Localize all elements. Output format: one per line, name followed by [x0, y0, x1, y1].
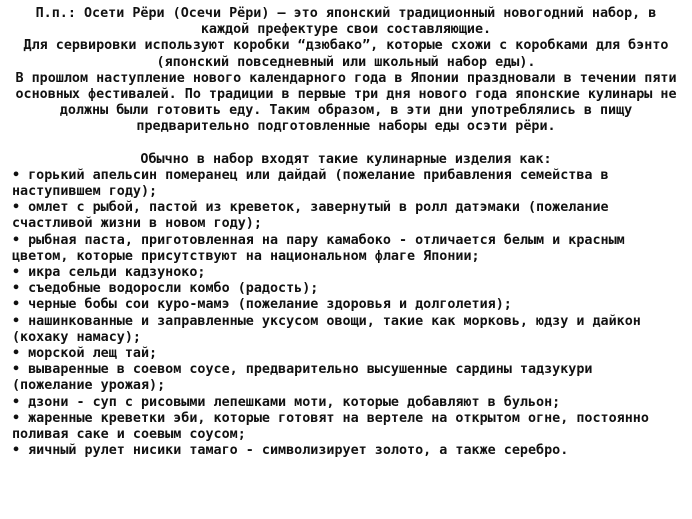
list-item-text: съедобные водоросли комбо (радость); [28, 281, 319, 297]
list-item [12, 297, 680, 313]
list-item [12, 395, 680, 411]
list-item [12, 265, 680, 281]
list-item-text: дзони - суп с рисовыми лепешками моти, которые добавляют в бульон; [28, 394, 561, 410]
bullet-icon: • [12, 297, 21, 313]
list-item [12, 314, 680, 346]
dish-list [12, 168, 680, 460]
list-item-text: нашинкованные и заправленные уксусом овощи, такие как морковь, юдзу и дайкон (кохаку намасу); [12, 313, 641, 345]
bullet-icon: • [12, 232, 21, 248]
list-item [12, 443, 680, 459]
list-item [12, 362, 680, 394]
bullet-icon: • [12, 443, 21, 459]
bullet-icon: • [12, 410, 21, 426]
bullet-icon: • [12, 281, 21, 297]
list-item [12, 200, 680, 232]
list-item-text: черные бобы сои куро-мамэ (пожелание здоровья и долголетия); [28, 297, 512, 313]
bullet-icon: • [12, 167, 21, 183]
list-item-text: рыбная паста, приготовленная на пару камабоко - отличается белым и красным цветом, которые присутствуют на национальном флаге Японии; [12, 232, 625, 264]
bullet-icon: • [12, 346, 21, 362]
list-item [12, 281, 680, 297]
list-item-text: яичный рулет нисики тамаго - символизирует золото, а также серебро. [28, 443, 569, 459]
bullet-icon: • [12, 265, 21, 281]
list-item-text: омлет с рыбой, пастой из креветок, завернутый в ролл датэмаки (пожелание счастливой жизни в новом году); [12, 200, 609, 232]
list-title: Обычно в набор входят такие кулинарные изделия как: [140, 151, 552, 167]
intro-paragraph-3: В прошлом наступление нового календарного года в Японии праздновали в течении пяти основных фестивалей. По традиции в первые три дня нового года японские кулинары не должны были готовить еду. Таким образом, в эти дни употреблялись в пищу предварительно подготовленные наборы еды осэти рёри. [15, 70, 677, 135]
bullet-icon: • [12, 394, 21, 410]
list-item-text: вываренные в соевом соусе, предварительно высушенные сардины тадзукури (пожелание урожая); [12, 362, 593, 394]
list-item-text: жаренные креветки эби, которые готовят на вертеле на открытом огне, постоянно поливая саке и соевым соусом; [12, 410, 649, 443]
list-item-text: морской лещ тай; [28, 346, 158, 362]
intro-paragraph-2: Для сервировки используют коробки “дзюбако”, которые схожи с коробками для бэнто (японский повседневный или школьный набор еды). [23, 38, 669, 70]
list-item [12, 346, 680, 362]
list-item [12, 168, 680, 200]
list-item [12, 411, 680, 443]
list-item-text: икра сельди кадзуноко; [28, 265, 206, 281]
list-item [12, 233, 680, 265]
intro-paragraph-1: П.п.: Осети Рёри (Осечи Рёри) – это японский традиционный новогодний набор, в каждой префектуре свои составляющие. [35, 6, 657, 38]
list-item-text: горький апельсин померанец или дайдай (пожелание прибавления семейства в наступившем году); [12, 167, 609, 200]
bullet-icon: • [12, 362, 21, 378]
bullet-icon: • [12, 313, 21, 329]
bullet-icon: • [12, 200, 21, 216]
intro-block [12, 6, 680, 136]
